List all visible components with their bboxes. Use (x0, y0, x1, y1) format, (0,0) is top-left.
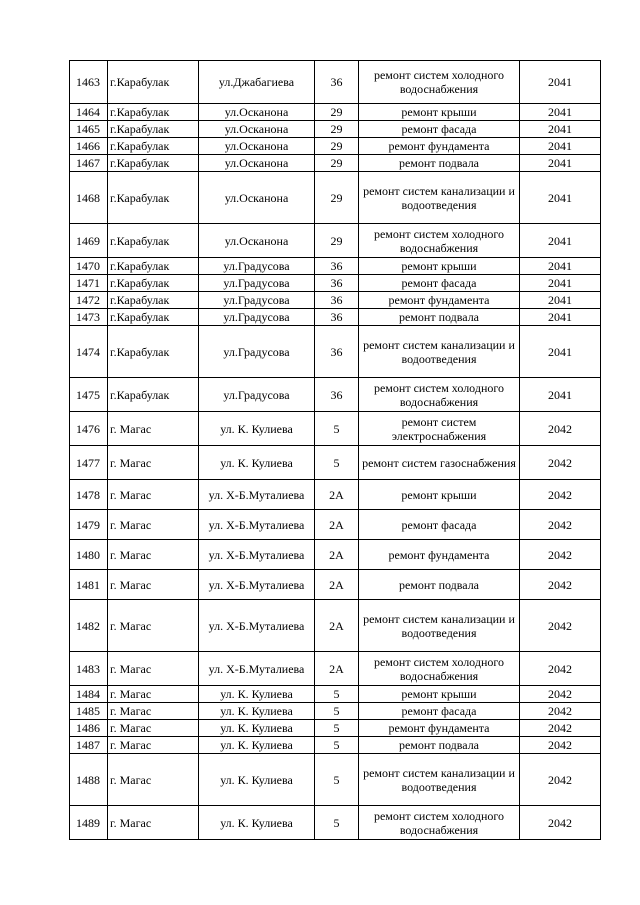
row-number-cell: 1473 (70, 309, 108, 326)
table-row (70, 412, 601, 446)
row-number-cell: 1483 (70, 652, 108, 686)
house-number-cell: 36 (315, 309, 359, 326)
house-number-cell: 2А (315, 510, 359, 540)
work-type-cell: ремонт систем канализации и водоотведения (359, 326, 520, 378)
street-cell: ул. Х-Б.Муталиева (199, 652, 315, 686)
work-type-cell: ремонт систем холодного водоснабжения (359, 224, 520, 258)
year-cell: 2042 (520, 570, 601, 600)
row-number-cell: 1478 (70, 480, 108, 510)
year-cell: 2042 (520, 806, 601, 840)
row-number-cell: 1475 (70, 378, 108, 412)
city-cell: г. Магас (108, 703, 199, 720)
year-cell: 2042 (520, 754, 601, 806)
work-type-cell: ремонт фасада (359, 703, 520, 720)
table-row (70, 104, 601, 121)
work-type-cell: ремонт крыши (359, 480, 520, 510)
street-cell: ул.Градусова (199, 326, 315, 378)
row-number-cell: 1479 (70, 510, 108, 540)
row-number-cell: 1489 (70, 806, 108, 840)
year-cell: 2042 (520, 703, 601, 720)
work-type-cell: ремонт фундамента (359, 720, 520, 737)
street-cell: ул.Джабагиева (199, 61, 315, 104)
house-number-cell: 29 (315, 172, 359, 224)
table-row (70, 540, 601, 570)
city-cell: г.Карабулак (108, 292, 199, 309)
year-cell: 2041 (520, 309, 601, 326)
year-cell: 2042 (520, 540, 601, 570)
table-row (70, 446, 601, 480)
table-row (70, 155, 601, 172)
house-number-cell: 29 (315, 104, 359, 121)
city-cell: г. Магас (108, 540, 199, 570)
year-cell: 2041 (520, 61, 601, 104)
street-cell: ул. Х-Б.Муталиева (199, 600, 315, 652)
table-row (70, 600, 601, 652)
row-number-cell: 1471 (70, 275, 108, 292)
table-row (70, 378, 601, 412)
city-cell: г.Карабулак (108, 155, 199, 172)
table-row (70, 720, 601, 737)
street-cell: ул. К. Кулиева (199, 703, 315, 720)
street-cell: ул. Х-Б.Муталиева (199, 480, 315, 510)
row-number-cell: 1488 (70, 754, 108, 806)
street-cell: ул.Градусова (199, 258, 315, 275)
city-cell: г. Магас (108, 652, 199, 686)
work-type-cell: ремонт крыши (359, 686, 520, 703)
year-cell: 2041 (520, 155, 601, 172)
house-number-cell: 2А (315, 540, 359, 570)
house-number-cell: 5 (315, 720, 359, 737)
street-cell: ул.Градусова (199, 292, 315, 309)
work-type-cell: ремонт подвала (359, 309, 520, 326)
street-cell: ул.Осканона (199, 155, 315, 172)
table-row (70, 652, 601, 686)
row-number-cell: 1485 (70, 703, 108, 720)
work-type-cell: ремонт фундамента (359, 138, 520, 155)
table-row (70, 121, 601, 138)
table-row (70, 480, 601, 510)
city-cell: г.Карабулак (108, 224, 199, 258)
city-cell: г.Карабулак (108, 258, 199, 275)
house-number-cell: 36 (315, 292, 359, 309)
row-number-cell: 1466 (70, 138, 108, 155)
work-type-cell: ремонт систем газоснабжения (359, 446, 520, 480)
city-cell: г. Магас (108, 510, 199, 540)
year-cell: 2041 (520, 104, 601, 121)
year-cell: 2041 (520, 121, 601, 138)
city-cell: г.Карабулак (108, 275, 199, 292)
year-cell: 2041 (520, 224, 601, 258)
table-row (70, 172, 601, 224)
city-cell: г. Магас (108, 480, 199, 510)
house-number-cell: 5 (315, 754, 359, 806)
house-number-cell: 2А (315, 570, 359, 600)
city-cell: г.Карабулак (108, 104, 199, 121)
house-number-cell: 5 (315, 737, 359, 754)
street-cell: ул. Х-Б.Муталиева (199, 570, 315, 600)
street-cell: ул. К. Кулиева (199, 754, 315, 806)
work-type-cell: ремонт систем канализации и водоотведения (359, 600, 520, 652)
work-type-cell: ремонт фундамента (359, 292, 520, 309)
city-cell: г.Карабулак (108, 378, 199, 412)
city-cell: г. Магас (108, 446, 199, 480)
house-number-cell: 36 (315, 326, 359, 378)
table-row (70, 806, 601, 840)
table-row (70, 703, 601, 720)
house-number-cell: 29 (315, 138, 359, 155)
row-number-cell: 1468 (70, 172, 108, 224)
house-number-cell: 36 (315, 61, 359, 104)
year-cell: 2041 (520, 326, 601, 378)
house-number-cell: 5 (315, 412, 359, 446)
year-cell: 2042 (520, 446, 601, 480)
house-number-cell: 2А (315, 600, 359, 652)
house-number-cell: 29 (315, 121, 359, 138)
table-row (70, 737, 601, 754)
city-cell: г.Карабулак (108, 61, 199, 104)
table-row (70, 224, 601, 258)
row-number-cell: 1481 (70, 570, 108, 600)
work-type-cell: ремонт систем холодного водоснабжения (359, 806, 520, 840)
street-cell: ул. К. Кулиева (199, 720, 315, 737)
year-cell: 2041 (520, 292, 601, 309)
year-cell: 2042 (520, 686, 601, 703)
street-cell: ул.Осканона (199, 172, 315, 224)
work-type-cell: ремонт фасада (359, 121, 520, 138)
table-body (70, 61, 601, 840)
street-cell: ул.Градусова (199, 309, 315, 326)
year-cell: 2041 (520, 258, 601, 275)
table-row (70, 754, 601, 806)
table-row (70, 309, 601, 326)
year-cell: 2041 (520, 172, 601, 224)
row-number-cell: 1474 (70, 326, 108, 378)
work-type-cell: ремонт фундамента (359, 540, 520, 570)
city-cell: г. Магас (108, 737, 199, 754)
city-cell: г. Магас (108, 570, 199, 600)
row-number-cell: 1487 (70, 737, 108, 754)
house-number-cell: 2А (315, 480, 359, 510)
house-number-cell: 5 (315, 703, 359, 720)
work-type-cell: ремонт подвала (359, 570, 520, 600)
row-number-cell: 1476 (70, 412, 108, 446)
year-cell: 2042 (520, 720, 601, 737)
house-number-cell: 29 (315, 155, 359, 172)
year-cell: 2041 (520, 138, 601, 155)
work-type-cell: ремонт систем канализации и водоотведения (359, 172, 520, 224)
street-cell: ул.Осканона (199, 138, 315, 155)
city-cell: г.Карабулак (108, 309, 199, 326)
work-type-cell: ремонт крыши (359, 258, 520, 275)
repair-schedule-table (69, 60, 601, 840)
table-row (70, 570, 601, 600)
house-number-cell: 36 (315, 258, 359, 275)
street-cell: ул. К. Кулиева (199, 686, 315, 703)
work-type-cell: ремонт подвала (359, 155, 520, 172)
city-cell: г. Магас (108, 806, 199, 840)
street-cell: ул. К. Кулиева (199, 412, 315, 446)
year-cell: 2042 (520, 480, 601, 510)
year-cell: 2042 (520, 737, 601, 754)
work-type-cell: ремонт систем холодного водоснабжения (359, 652, 520, 686)
row-number-cell: 1482 (70, 600, 108, 652)
street-cell: ул.Осканона (199, 121, 315, 138)
house-number-cell: 36 (315, 275, 359, 292)
year-cell: 2041 (520, 275, 601, 292)
house-number-cell: 29 (315, 224, 359, 258)
city-cell: г. Магас (108, 686, 199, 703)
work-type-cell: ремонт крыши (359, 104, 520, 121)
city-cell: г.Карабулак (108, 172, 199, 224)
street-cell: ул.Осканона (199, 104, 315, 121)
work-type-cell: ремонт подвала (359, 737, 520, 754)
year-cell: 2041 (520, 378, 601, 412)
row-number-cell: 1480 (70, 540, 108, 570)
street-cell: ул. Х-Б.Муталиева (199, 540, 315, 570)
street-cell: ул. К. Кулиева (199, 737, 315, 754)
street-cell: ул.Осканона (199, 224, 315, 258)
street-cell: ул.Градусова (199, 378, 315, 412)
row-number-cell: 1465 (70, 121, 108, 138)
work-type-cell: ремонт систем канализации и водоотведения (359, 754, 520, 806)
year-cell: 2042 (520, 510, 601, 540)
street-cell: ул. К. Кулиева (199, 806, 315, 840)
street-cell: ул. Х-Б.Муталиева (199, 510, 315, 540)
row-number-cell: 1472 (70, 292, 108, 309)
city-cell: г. Магас (108, 412, 199, 446)
row-number-cell: 1470 (70, 258, 108, 275)
row-number-cell: 1469 (70, 224, 108, 258)
row-number-cell: 1463 (70, 61, 108, 104)
house-number-cell: 36 (315, 378, 359, 412)
work-type-cell: ремонт фасада (359, 510, 520, 540)
row-number-cell: 1467 (70, 155, 108, 172)
table-row (70, 686, 601, 703)
row-number-cell: 1464 (70, 104, 108, 121)
city-cell: г.Карабулак (108, 138, 199, 155)
street-cell: ул.Градусова (199, 275, 315, 292)
city-cell: г.Карабулак (108, 326, 199, 378)
table-row (70, 292, 601, 309)
year-cell: 2042 (520, 600, 601, 652)
work-type-cell: ремонт систем холодного водоснабжения (359, 61, 520, 104)
table-row (70, 326, 601, 378)
city-cell: г. Магас (108, 600, 199, 652)
house-number-cell: 5 (315, 686, 359, 703)
city-cell: г. Магас (108, 754, 199, 806)
house-number-cell: 2А (315, 652, 359, 686)
table-row (70, 275, 601, 292)
city-cell: г.Карабулак (108, 121, 199, 138)
work-type-cell: ремонт фасада (359, 275, 520, 292)
street-cell: ул. К. Кулиева (199, 446, 315, 480)
table-row (70, 138, 601, 155)
house-number-cell: 5 (315, 806, 359, 840)
house-number-cell: 5 (315, 446, 359, 480)
row-number-cell: 1477 (70, 446, 108, 480)
row-number-cell: 1484 (70, 686, 108, 703)
table-row (70, 258, 601, 275)
row-number-cell: 1486 (70, 720, 108, 737)
city-cell: г. Магас (108, 720, 199, 737)
work-type-cell: ремонт систем электроснабжения (359, 412, 520, 446)
work-type-cell: ремонт систем холодного водоснабжения (359, 378, 520, 412)
table-row (70, 510, 601, 540)
year-cell: 2042 (520, 412, 601, 446)
table-row (70, 61, 601, 104)
year-cell: 2042 (520, 652, 601, 686)
